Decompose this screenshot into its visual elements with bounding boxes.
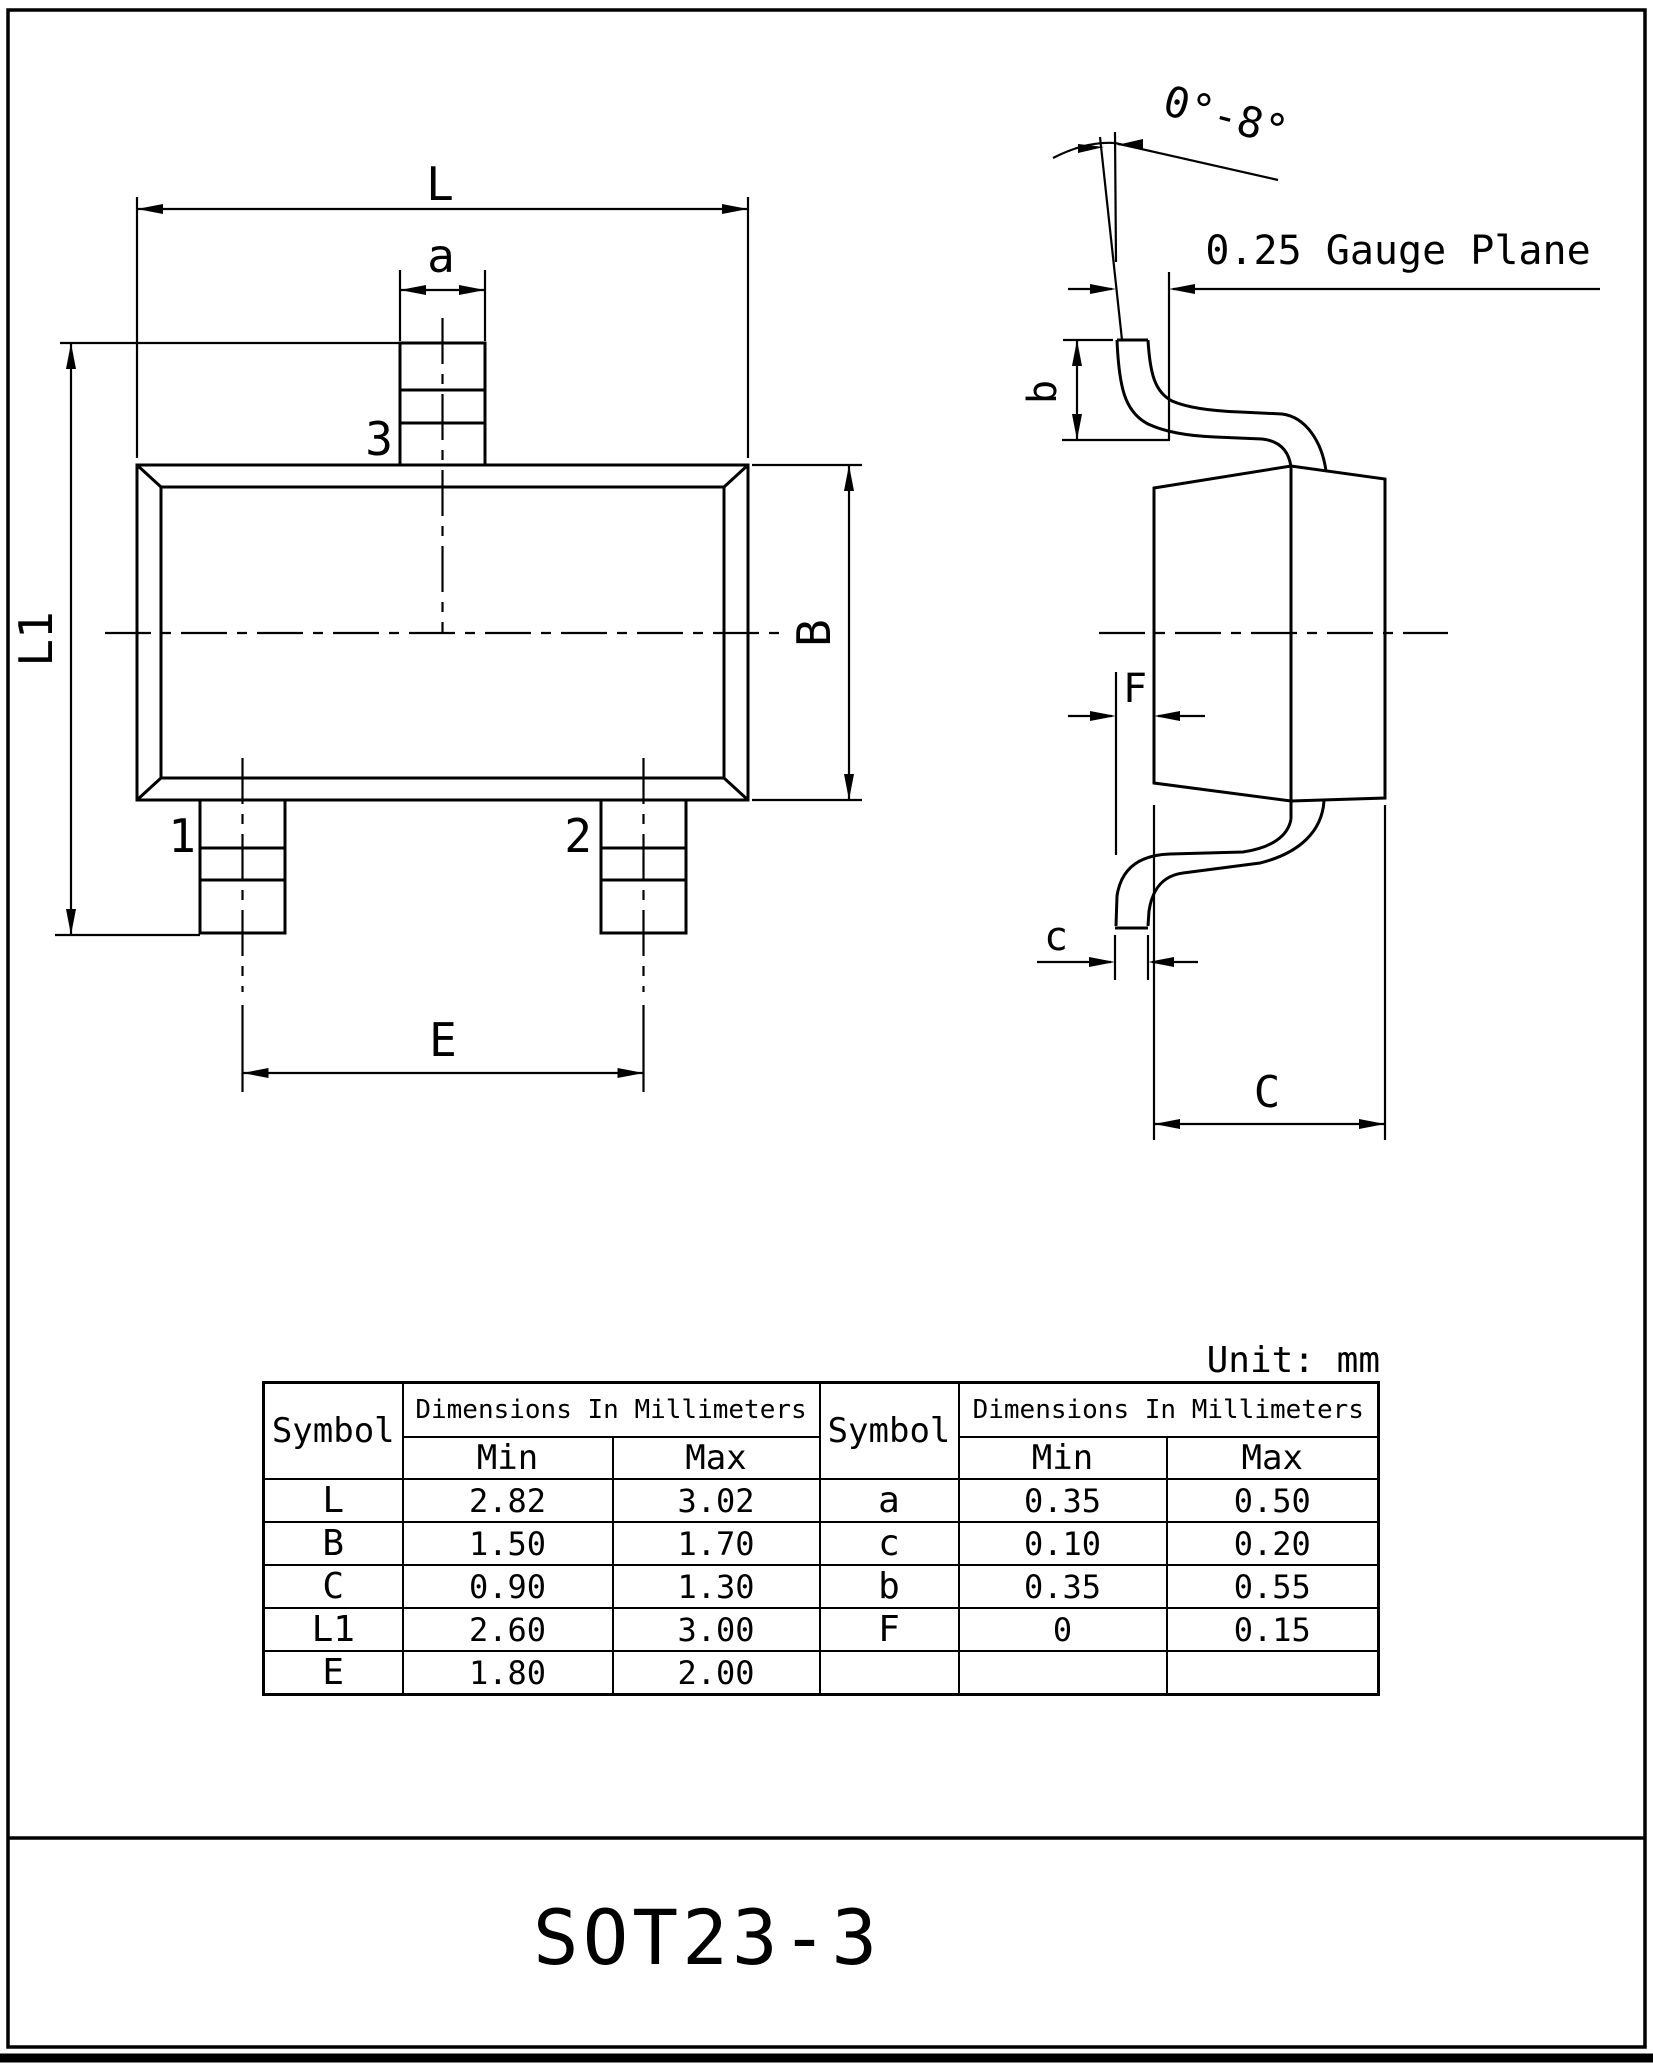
dim-b-label: b [1020,379,1066,405]
cell-symbol [820,1651,959,1695]
table-row [264,1608,1379,1651]
cell-symbol: C [264,1565,403,1608]
header-dimensions-left: Dimensions In Millimeters [403,1383,820,1438]
dim-L-label: L [426,157,454,211]
cell-symbol: F [820,1608,959,1651]
sheet-frame [0,10,1653,2058]
angle-label: 0°-8° [1158,75,1294,157]
cell-max: 1.70 [613,1522,820,1565]
cell-symbol: L [264,1479,403,1522]
dim-B [752,465,862,800]
header-max-right: Max [1167,1437,1379,1479]
pin-3-label: 3 [365,412,393,466]
table-row [264,1522,1379,1565]
table-header-row [264,1383,1379,1438]
cell-max: 0.55 [1167,1565,1379,1608]
dim-a-label: a [427,229,455,283]
cell-min [959,1651,1167,1695]
cell-symbol: B [264,1522,403,1565]
header-dimensions-right: Dimensions In Millimeters [959,1383,1379,1438]
cell-max: 3.02 [613,1479,820,1522]
package-body-side [1154,466,1385,819]
upper-lead [1117,340,1326,471]
cell-symbol: c [820,1522,959,1565]
header-symbol-right: Symbol [820,1383,959,1480]
gauge-plane-label: 0.25 Gauge Plane [1205,228,1591,274]
cell-max: 3.00 [613,1608,820,1651]
dim-F-label: F [1122,666,1148,712]
gauge-plane-annotation [1068,228,1600,440]
cell-symbol: b [820,1565,959,1608]
cell-symbol: a [820,1479,959,1522]
package-title: SOT23-3 [532,1893,882,1982]
cell-min: 0.10 [959,1522,1167,1565]
header-min-left: Min [403,1437,613,1479]
cell-min: 2.82 [403,1479,613,1522]
cell-max: 1.30 [613,1565,820,1608]
dim-B-label: B [787,619,841,647]
dim-E [243,1005,644,1092]
dim-C [1154,805,1385,1140]
header-max-left: Max [613,1437,820,1479]
center-lines-front [105,318,782,992]
table-row [264,1651,1379,1695]
dim-L1-label: L1 [9,611,63,667]
cell-min: 0.90 [403,1565,613,1608]
table-row [264,1479,1379,1522]
cell-min: 2.60 [403,1608,613,1651]
lower-lead [1115,801,1324,928]
side-view [1020,76,1600,1140]
cell-min: 0.35 [959,1479,1167,1522]
dimensions-table [262,1381,1380,1696]
dim-C-label: C [1253,1067,1281,1118]
cell-symbol: L1 [264,1608,403,1651]
unit-note: Unit: mm [1206,1340,1380,1381]
cell-max: 0.15 [1167,1608,1379,1651]
cell-min: 0 [959,1608,1167,1651]
header-symbol-left: Symbol [264,1383,403,1480]
cell-min: 1.50 [403,1522,613,1565]
header-min-right: Min [959,1437,1167,1479]
cell-max: 0.50 [1167,1479,1379,1522]
cell-min: 1.80 [403,1651,613,1695]
table-row [264,1565,1379,1608]
dim-E-label: E [429,1013,457,1067]
pin-1-label: 1 [168,809,196,863]
cell-max: 2.00 [613,1651,820,1695]
cell-max: 0.20 [1167,1522,1379,1565]
cell-min: 0.35 [959,1565,1167,1608]
cell-symbol: E [264,1651,403,1695]
lead-angle-annotation [1053,76,1293,340]
pin-2-label: 2 [564,809,592,863]
dim-c-label: c [1043,914,1069,960]
dim-L1 [9,343,400,935]
cell-max [1167,1651,1379,1695]
front-view [9,157,862,1092]
dim-F [1068,666,1205,855]
